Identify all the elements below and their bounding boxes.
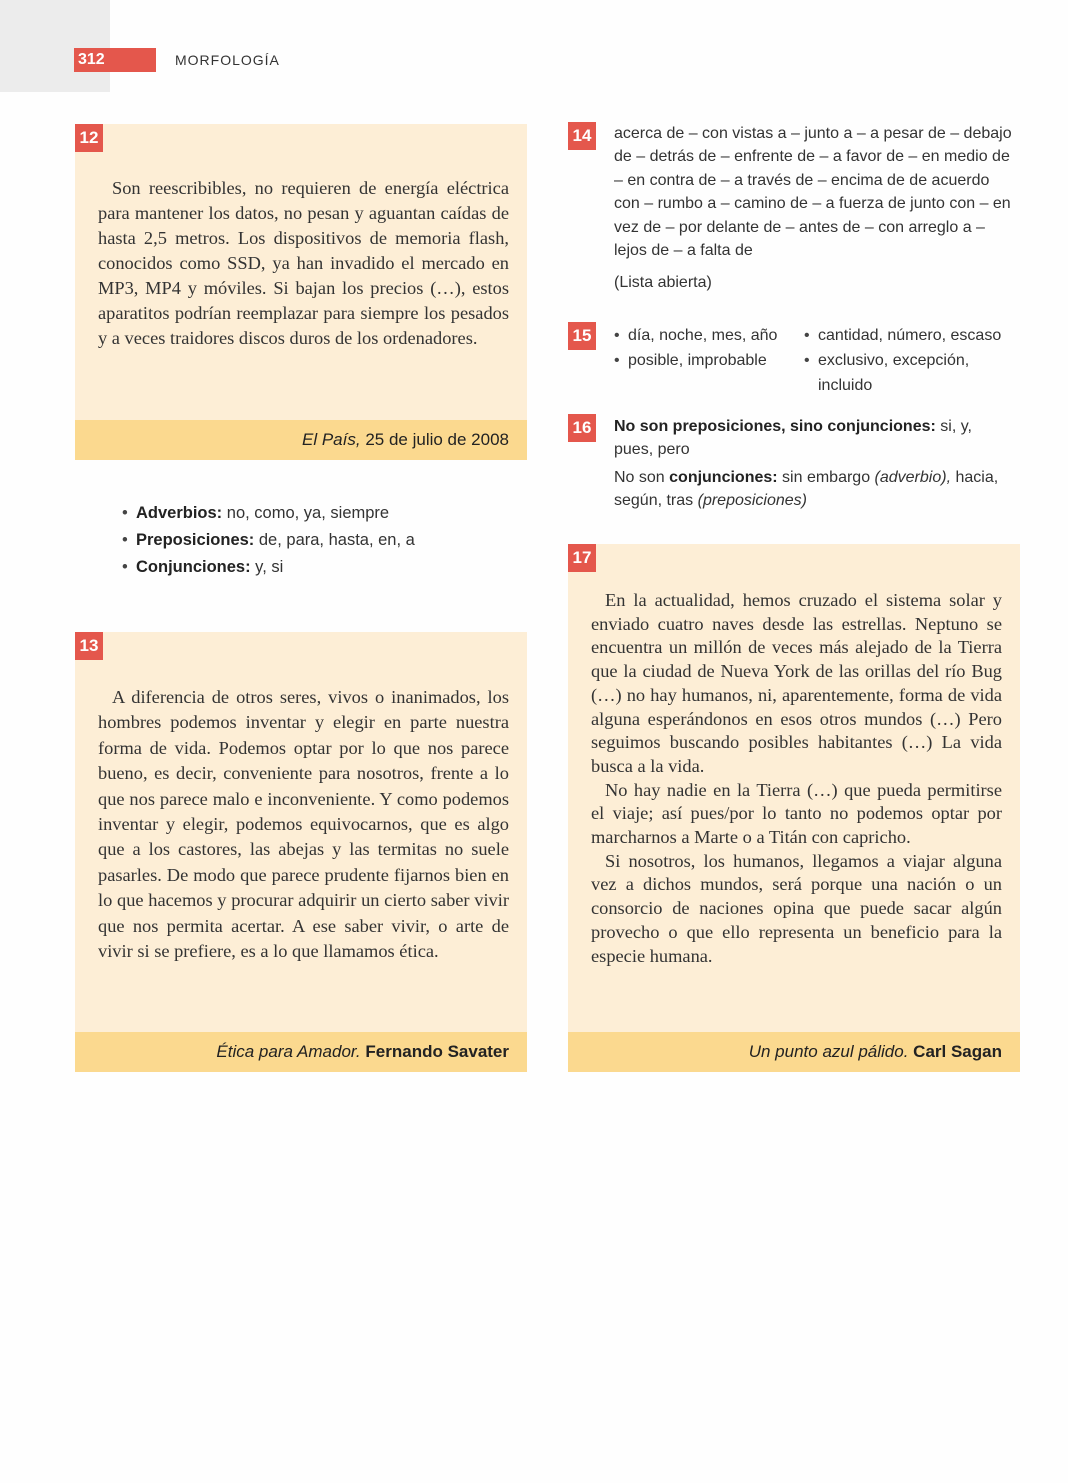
exercise-15-col2: • cantidad, número, escaso • exclusivo, excepción, incluido (804, 323, 1014, 398)
exercise-15-number: 15 (568, 322, 596, 350)
exercise-13-text: A diferencia de otros seres, vivos o inanimados, los hombres podemos inventar y elegir en parte nuestra forma de vida. Podemos optar por lo que nos parece bueno, es decir, conveniente para nosotros, frente a lo que nos parece malo e inconveniente. Y como podemos inventar y elegir, podemos equivocarnos, que es algo que a los castores, las abejas y las termitas no suele pasarles. De modo que parece prudente fijarnos bien en lo que hacemos y procurar adquirir un cierto saber vivir que nos permita acertar. A ese saber vivir, o arte de vivir si se prefiere, es a lo que llamamos ética. (98, 687, 509, 962)
exercise-17-box (568, 544, 1020, 1072)
exercise-12-box (75, 124, 527, 460)
exercise-13-source: Ética para Amador. Fernando Savater (75, 1032, 527, 1072)
exercise-17-text: En la actualidad, hemos cruzado el sistema solar y enviado cuatro naves desde las estrellas. Neptuno se encuentra un millón de veces más alejado de la Tierra que la ciudad de Nueva York de las orillas del río Bug (…) no hay humanos, ni, aparentemente, forma de vida alguna esperándonos en esos otros mundos (…) Pero seguimos buscando posibles habitantes (…) La vida busca a la vida. No hay nadie en la Tierra (…) que pueda permitirse el viaje; así pues/por lo tanto no podemos optar por marcharnos a Marte o a Titán con capricho. Si nosotros, los humanos, llegamos a viajar alguna vez a dichos mundos, será porque una nación o un consorcio de naciones opina que puede sacar algún provecho o que ello representa un beneficio para la especie humana. (591, 590, 1002, 966)
exercise-16-number: 16 (568, 414, 596, 442)
exercise-12-answers (122, 500, 415, 581)
exercise-17-source: Un punto azul pálido. Carl Sagan (568, 1032, 1020, 1072)
exercise-16-line1: No son preposiciones, sino conjunciones: si, y, pues, pero (614, 418, 972, 459)
section-title: MORFOLOGÍA (175, 52, 280, 68)
exercise-13-box (75, 632, 527, 1072)
exercise-14-note: (Lista abierta) (614, 274, 712, 292)
answer-preposiciones: • Preposiciones: de, para, hasta, en, a (122, 527, 415, 554)
answer-conjunciones: • Conjunciones: y, si (122, 554, 415, 581)
exercise-14-text: acerca de – con vistas a – junto a – a pesar de – debajo de – detrás de – enfrente de – a favor de – en medio de – en contra de – a través de – encima de de acuerdo con – rumbo a – camino de – a fuerza de junto con – en vez de – por delante de – antes de – con arreglo a – lejos de – a falta de (Lista abierta) (614, 122, 1014, 295)
exercise-16-text (614, 415, 1014, 513)
exercise-12-number: 12 (75, 124, 103, 152)
exercise-15-col1: • día, noche, mes, año • posible, improbable (614, 323, 804, 373)
exercise-12-source: El País, 25 de julio de 2008 (75, 420, 527, 460)
exercise-13-number: 13 (75, 632, 103, 660)
page-corner-shade (0, 0, 110, 92)
exercise-17-number: 17 (568, 544, 596, 572)
exercise-14-number: 14 (568, 122, 596, 150)
exercise-16-line2: No son conjunciones: sin embargo (adverbio), hacia, según, tras (preposiciones) (614, 468, 999, 510)
exercise-12-text: Son reescribibles, no requieren de energía eléctrica para mantener los datos, no pesan y aguantan caídas de hasta 2,5 metros. Los dispositivos de memoria flash, conocidos como SSD, ya han invadido el mercado en MP3, MP4 y móviles. Si bajan los precios (…), estos aparatitos podrían reemplazar para siempre los pesados y a veces traidores discos duros de los ordenadores. (98, 178, 509, 348)
answer-adverbios: • Adverbios: no, como, ya, siempre (122, 500, 415, 527)
page-number: 312 (74, 48, 156, 72)
